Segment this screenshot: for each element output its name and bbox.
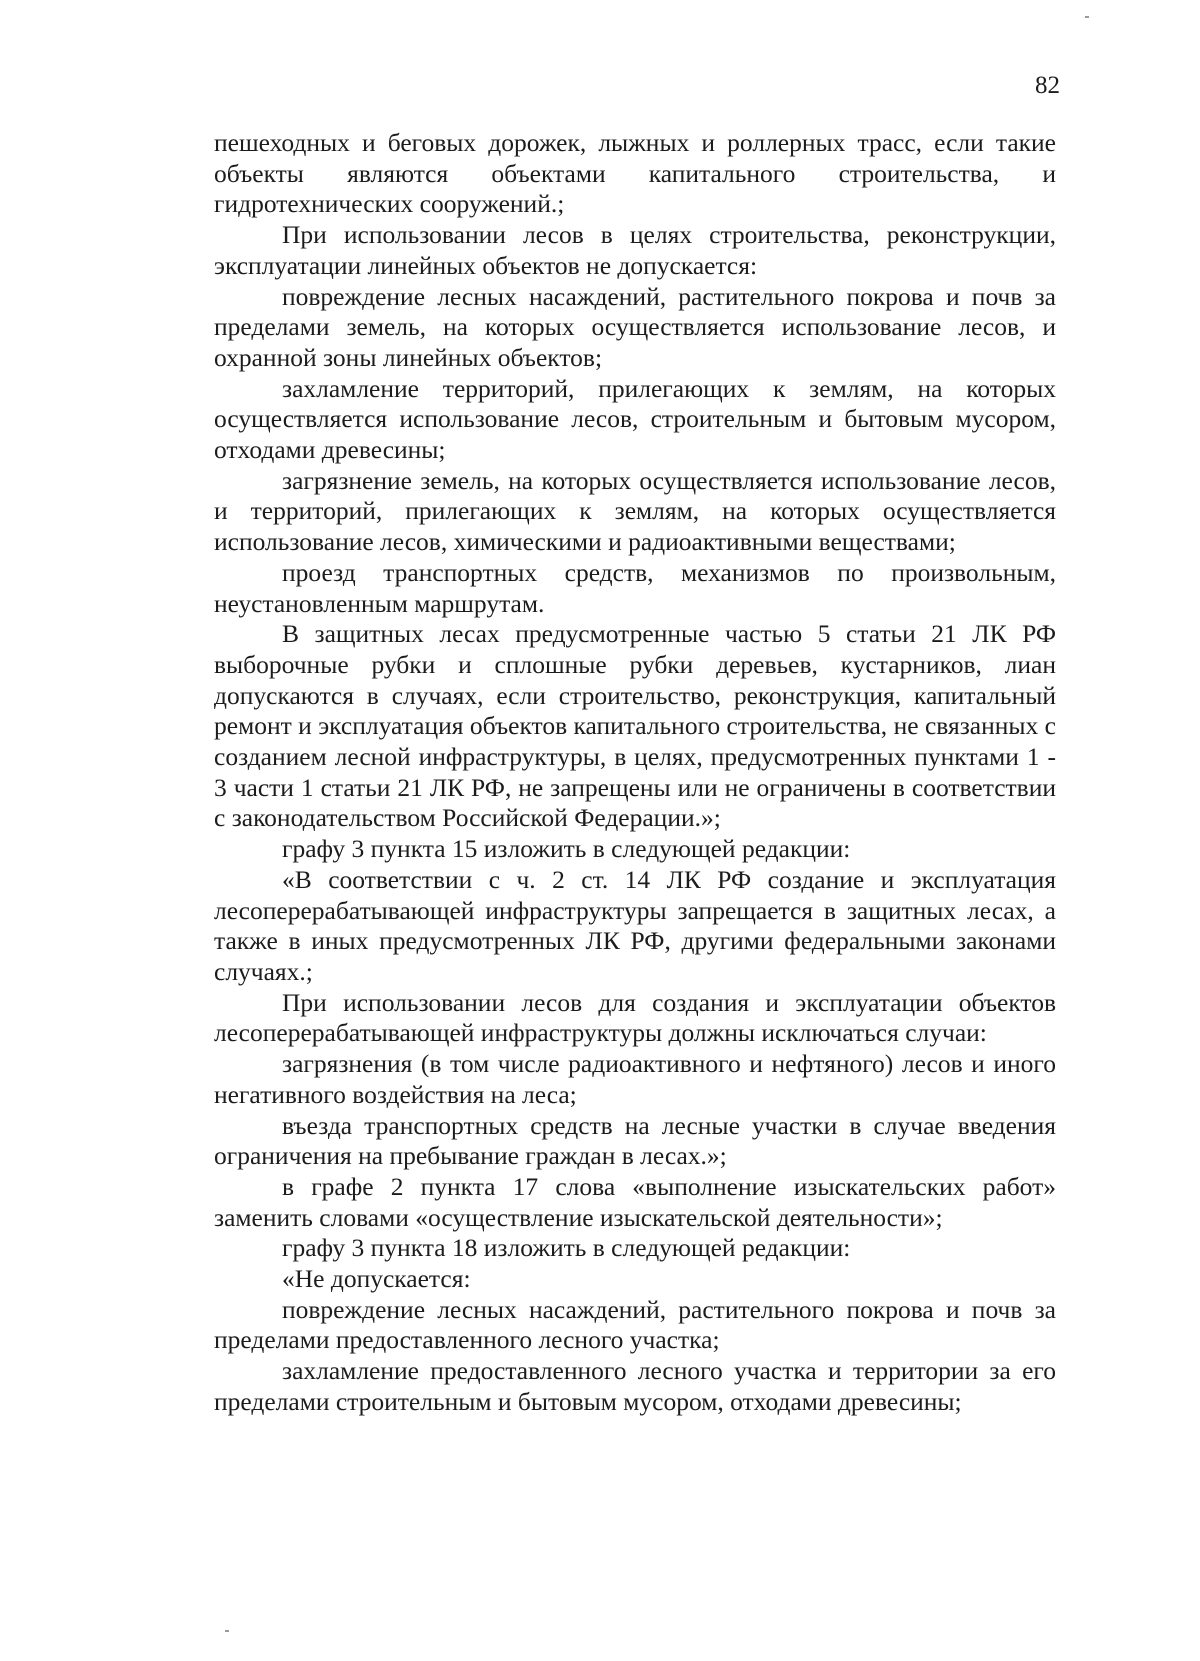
paragraph: загрязнение земель, на которых осуществляется использование лесов, и территорий, прилегающих к землям, на которых осуществляется использование лесов, химическими и радиоактивными веществами; [214, 465, 1056, 557]
paragraph: пешеходных и беговых дорожек, лыжных и роллерных трасс, если такие объекты являются объектами капитального строительства, и гидротехнических сооружений.; [214, 128, 1056, 219]
paragraph: загрязнения (в том числе радиоактивного и нефтяного) лесов и иного негативного воздействия на леса; [214, 1049, 1056, 1109]
paragraph: «Не допускается: [282, 1264, 471, 1294]
paragraph: въезда транспортных средств на лесные участки в случае введения ограничения на пребывание граждан в лесах.»; [214, 1110, 1056, 1171]
paragraph: захламление территорий, прилегающих к землям, на которых осуществляется использование лесов, строительным и бытовым мусором, отходами древесины; [214, 373, 1056, 465]
paragraph: В защитных лесах предусмотренные частью 5 статьи 21 ЛК РФ выборочные рубки и сплошные рубки деревьев, кустарников, лиан допускаются в случаях, если строительство, реконструкция, капитальный ремонт и эксплуатация объектов капитального строительства, не связанных с созданием лесной инфраструктуры, в целях, предусмотренных пунктами 1 - 3 части 1 статьи 21 ЛК РФ, не запрещены или не ограничены в соответствии с законодательством Российской Федерации.»; [214, 619, 1056, 833]
paragraph: При использовании лесов для создания и эксплуатации объектов лесоперерабатывающей инфраструктуры должны исключаться случаи: [214, 987, 1056, 1048]
page-number: 82 [1035, 72, 1060, 99]
paragraph: захламление предоставленного лесного участка и территории за его пределами строительным и бытовым мусором, отходами древесины; [214, 1356, 1056, 1416]
scan-speck [225, 1630, 229, 1632]
paragraph: графу 3 пункта 15 изложить в следующей редакции: [282, 834, 851, 864]
paragraph: При использовании лесов в целях строительства, реконструкции, эксплуатации линейных объектов не допускается: [214, 220, 1056, 280]
paragraph: повреждение лесных насаждений, растительного покрова и почв за пределами предоставленного лесного участка; [214, 1294, 1056, 1355]
scan-speck [1085, 16, 1089, 18]
paragraph: «В соответствии с ч. 2 ст. 14 ЛК РФ создание и эксплуатация лесоперерабатывающей инфраструктуры запрещается в защитных лесах, а также в иных предусмотренных ЛК РФ, другими федеральными законами случаях.; [214, 864, 1056, 986]
paragraph: в графе 2 пункта 17 слова «выполнение изыскательских работ» заменить словами «осуществление изыскательской деятельности»; [214, 1171, 1056, 1232]
paragraph: графу 3 пункта 18 изложить в следующей редакции: [282, 1233, 851, 1263]
paragraph: проезд транспортных средств, механизмов по произвольным, неустановленным маршрутам. [214, 557, 1056, 618]
document-body [214, 128, 1056, 1418]
paragraph: повреждение лесных насаждений, растительного покрова и почв за пределами земель, на которых осуществляется использование лесов, и охранной зоны линейных объектов; [214, 281, 1056, 372]
